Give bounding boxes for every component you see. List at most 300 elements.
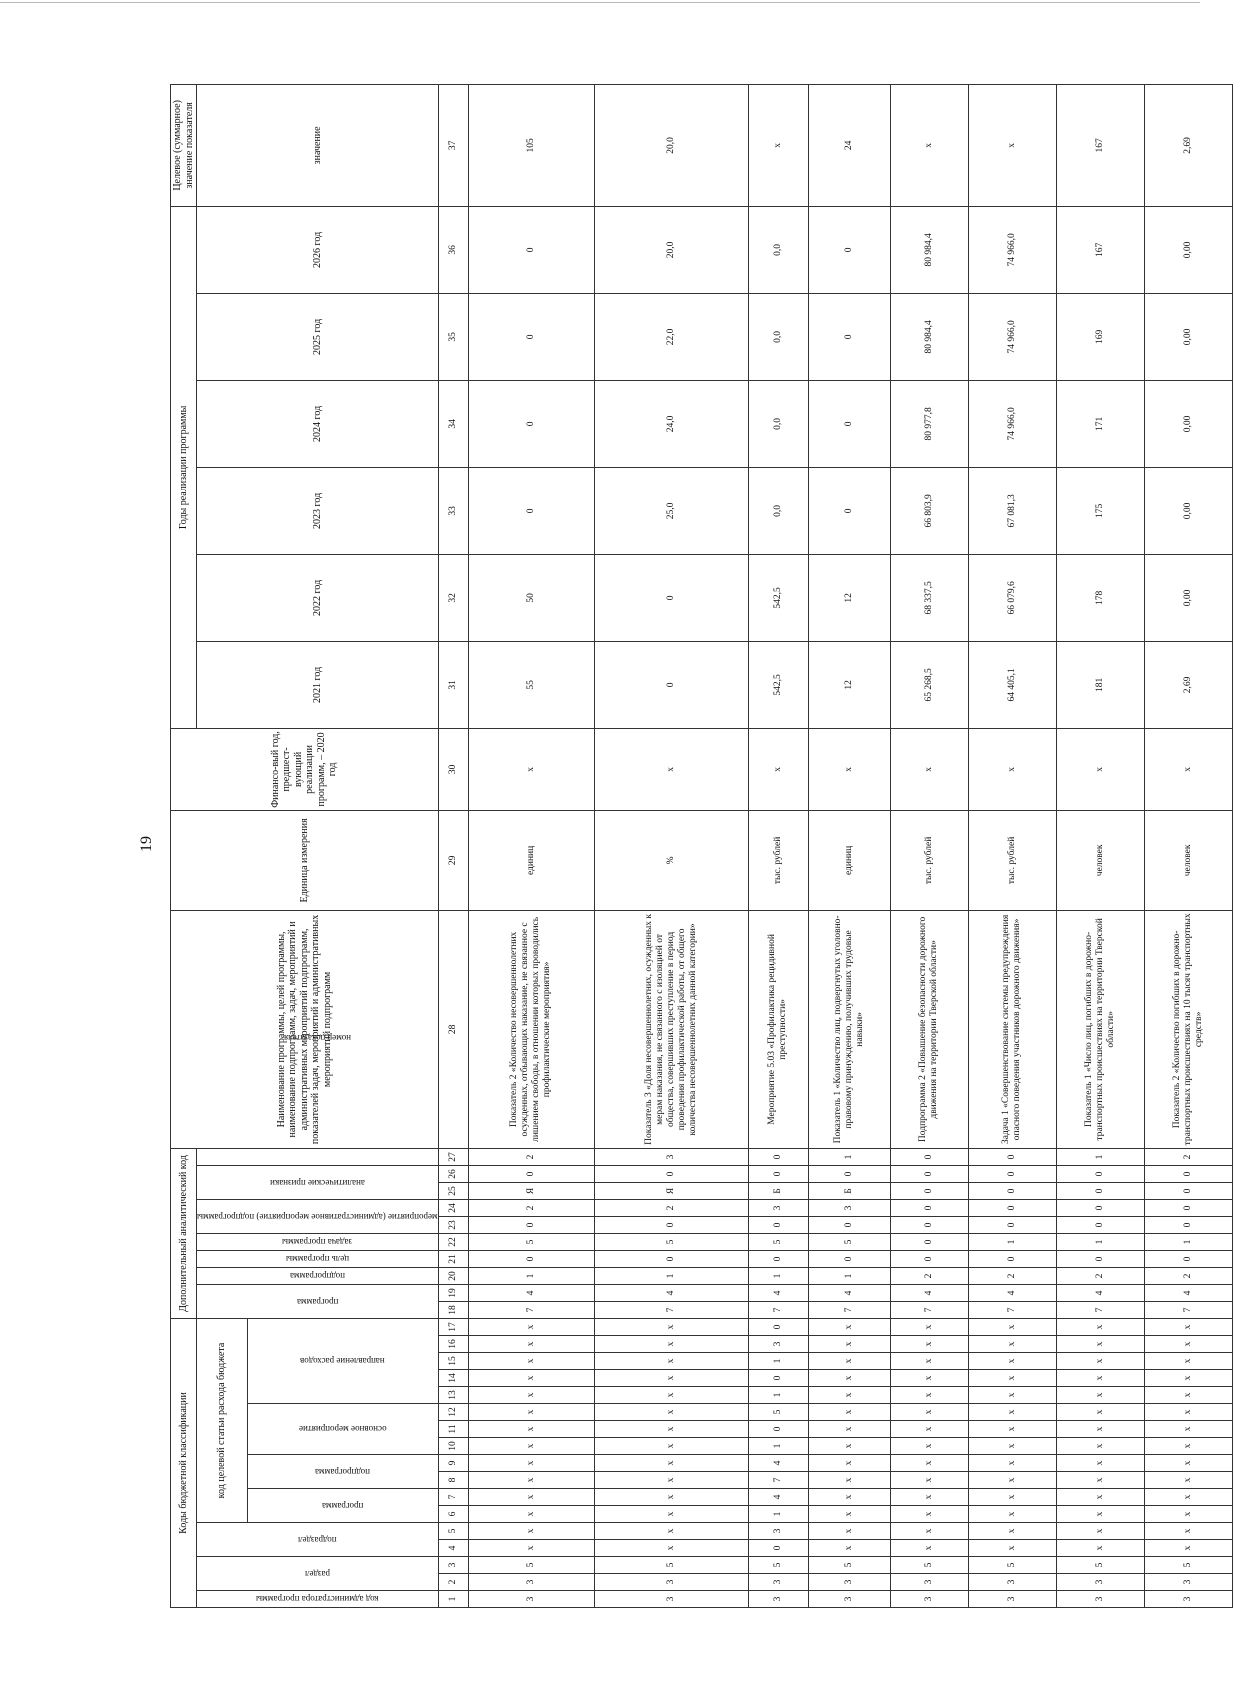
- value-v2022: 12: [808, 554, 890, 641]
- row-name: Показатель 1 «Количество лиц, подвергнутых уголовно-правовому принуждению, получивших трудовые навыки»: [808, 910, 890, 1148]
- code-cell: 5: [748, 1557, 808, 1574]
- value-v2021: 12: [808, 641, 890, 728]
- row-target: 105: [468, 84, 594, 206]
- header-years: Годы реализации программы: [171, 206, 197, 728]
- row-name: Показатель 1 «Число лиц, погибших в дорожно-транспортных происшествиях на территории Тверской области»: [1056, 910, 1144, 1148]
- column-number: 11: [438, 1421, 468, 1438]
- value-v2026: 74 966,0: [968, 206, 1056, 293]
- code-cell: x: [1144, 1523, 1232, 1540]
- value-v2022: 178: [1056, 554, 1144, 641]
- value-v2021: 2,69: [1144, 641, 1232, 728]
- code-cell: x: [1144, 1370, 1232, 1387]
- column-number: 17: [438, 1318, 468, 1335]
- value-v2021: 55: [468, 641, 594, 728]
- code-cell: x: [1056, 1387, 1144, 1404]
- code-cell: 0: [890, 1216, 968, 1233]
- header-label: основное мероприятие: [298, 1424, 387, 1435]
- code-cell: 5: [468, 1233, 594, 1250]
- page-number: 19: [138, 836, 155, 852]
- column-number: 2: [438, 1574, 468, 1591]
- code-cell: 7: [748, 1301, 808, 1318]
- code-cell: x: [1056, 1540, 1144, 1557]
- code-cell: 1: [1056, 1148, 1144, 1165]
- table-row: [1144, 84, 1232, 1607]
- code-cell: 1: [1144, 1233, 1232, 1250]
- row-unit: %: [594, 810, 748, 910]
- header-name: Наименование программы, целей программы, наименование подпрограмм, задач, мероприятий и административных мероприятий подпрограмм, показателей задач, мероприятий и административных мероприятий подпрограмм: [171, 910, 439, 1148]
- code-cell: x: [968, 1387, 1056, 1404]
- code-cell: 5: [890, 1557, 968, 1574]
- value-v2026: 0,00: [1144, 206, 1232, 293]
- code-cell: 0: [1056, 1199, 1144, 1216]
- code-cell: x: [808, 1387, 890, 1404]
- code-cell: 1: [748, 1438, 808, 1455]
- code-cell: 7: [968, 1301, 1056, 1318]
- value-v2024: 171: [1056, 380, 1144, 467]
- value-v2026: 0: [808, 206, 890, 293]
- code-cell: x: [890, 1370, 968, 1387]
- code-cell: x: [808, 1404, 890, 1421]
- code-cell: 3: [968, 1574, 1056, 1591]
- code-cell: x: [1056, 1506, 1144, 1523]
- code-cell: 3: [748, 1199, 808, 1216]
- header-label: подраздел: [298, 1534, 337, 1545]
- code-cell: 4: [890, 1284, 968, 1301]
- code-cell: 5: [594, 1557, 748, 1574]
- code-cell: x: [1056, 1421, 1144, 1438]
- code-cell: 4: [1056, 1284, 1144, 1301]
- column-number: 14: [438, 1370, 468, 1387]
- table-row: [968, 84, 1056, 1607]
- row-name: Задача 1 «Совершенствование системы предупреждения опасного поведения участников дорожного движения»: [968, 910, 1056, 1148]
- code-cell: x: [968, 1455, 1056, 1472]
- column-number: 23: [438, 1216, 468, 1233]
- code-cell: 0: [808, 1216, 890, 1233]
- value-v2024: 0: [468, 380, 594, 467]
- code-cell: 0: [890, 1199, 968, 1216]
- column-number: 10: [438, 1438, 468, 1455]
- code-cell: Б: [808, 1182, 890, 1199]
- value-v2025: 0,0: [748, 293, 808, 380]
- code-cell: x: [1056, 1336, 1144, 1353]
- row-target: 20,0: [594, 84, 748, 206]
- code-cell: 7: [808, 1301, 890, 1318]
- code-cell: x: [968, 1353, 1056, 1370]
- code-cell: 4: [748, 1455, 808, 1472]
- code-cell: x: [1056, 1318, 1144, 1335]
- header-program: [247, 1489, 438, 1523]
- code-cell: 4: [594, 1284, 748, 1301]
- code-cell: 0: [1144, 1250, 1232, 1267]
- code-cell: 3: [890, 1591, 968, 1608]
- value-v2022: 66 079,6: [968, 554, 1056, 641]
- code-cell: 3: [1144, 1591, 1232, 1608]
- code-cell: 7: [1144, 1301, 1232, 1318]
- table-row: [594, 84, 748, 1607]
- value-v2023: 25,0: [594, 467, 748, 554]
- row-target: x: [748, 84, 808, 206]
- header-label: мероприятие (административное мероприятие) подпрограммы: [197, 1211, 438, 1222]
- header-label: подпрограмма: [289, 1271, 345, 1282]
- code-cell: 0: [468, 1250, 594, 1267]
- value-v2024: 24,0: [594, 380, 748, 467]
- code-cell: x: [1056, 1489, 1144, 1506]
- row-fin-year: x: [890, 728, 968, 810]
- column-number: 22: [438, 1233, 468, 1250]
- code-cell: 0: [748, 1318, 808, 1335]
- value-v2024: 0,00: [1144, 380, 1232, 467]
- header-fin-year: Финансо-вый год, предшест-вующий реализации программ, – 2020 год: [171, 728, 439, 810]
- header-y2021: 2021 год: [197, 641, 439, 728]
- code-cell: x: [890, 1472, 968, 1489]
- code-cell: 0: [468, 1165, 594, 1182]
- code-cell: 4: [748, 1284, 808, 1301]
- code-cell: x: [1144, 1353, 1232, 1370]
- row-name: Показатель 2 «Количество погибших в дорожно-транспортных происшествиях на 10 тысяч транспортных средств»: [1144, 910, 1232, 1148]
- code-cell: 7: [1056, 1301, 1144, 1318]
- header-y2025: 2025 год: [197, 293, 439, 380]
- table-row: [748, 84, 808, 1607]
- code-cell: 3: [1144, 1574, 1232, 1591]
- code-cell: x: [890, 1318, 968, 1335]
- code-cell: 0: [594, 1250, 748, 1267]
- column-number: 13: [438, 1387, 468, 1404]
- code-cell: 0: [748, 1421, 808, 1438]
- value-v2024: 0,0: [748, 380, 808, 467]
- header-y2023: 2023 год: [197, 467, 439, 554]
- code-cell: 3: [594, 1148, 748, 1165]
- column-number: 34: [438, 380, 468, 467]
- header-event: [197, 1199, 439, 1233]
- header-label: направление расходов: [300, 1356, 385, 1367]
- code-cell: 0: [968, 1182, 1056, 1199]
- code-cell: x: [468, 1438, 594, 1455]
- code-cell: x: [968, 1370, 1056, 1387]
- code-cell: 0: [968, 1216, 1056, 1233]
- table-row: [468, 84, 594, 1607]
- code-cell: x: [890, 1438, 968, 1455]
- column-number: 24: [438, 1199, 468, 1216]
- value-v2023: 67 081,3: [968, 467, 1056, 554]
- code-cell: x: [594, 1421, 748, 1438]
- code-cell: 5: [594, 1233, 748, 1250]
- row-name: Показатель 2 «Количество несовершеннолетних осужденных, отбывающих наказание, не связанное с лишением свободы, в отношении которых проводились профилактические мероприятия»: [468, 910, 594, 1148]
- column-number: 19: [438, 1284, 468, 1301]
- column-number: 9: [438, 1455, 468, 1472]
- code-cell: x: [594, 1353, 748, 1370]
- column-number: 4: [438, 1540, 468, 1557]
- code-cell: 0: [748, 1540, 808, 1557]
- value-v2023: 0,00: [1144, 467, 1232, 554]
- code-cell: 0: [1056, 1165, 1144, 1182]
- code-cell: 1: [748, 1353, 808, 1370]
- code-cell: x: [808, 1489, 890, 1506]
- code-cell: 0: [890, 1165, 968, 1182]
- code-cell: x: [468, 1370, 594, 1387]
- code-cell: x: [808, 1336, 890, 1353]
- row-fin-year: x: [748, 728, 808, 810]
- code-cell: 0: [748, 1216, 808, 1233]
- code-cell: x: [808, 1540, 890, 1557]
- value-v2026: 0: [468, 206, 594, 293]
- header-budget-codes: Коды бюджетной классификации: [171, 1318, 197, 1607]
- value-v2023: 66 803,9: [890, 467, 968, 554]
- code-cell: 1: [468, 1267, 594, 1284]
- code-cell: x: [594, 1540, 748, 1557]
- column-number: 20: [438, 1267, 468, 1284]
- value-v2026: 167: [1056, 206, 1144, 293]
- column-number: 16: [438, 1336, 468, 1353]
- code-cell: x: [594, 1523, 748, 1540]
- code-cell: 5: [468, 1557, 594, 1574]
- code-cell: x: [468, 1353, 594, 1370]
- value-v2022: 0: [594, 554, 748, 641]
- header-label: номер показателя: [283, 1033, 351, 1044]
- code-cell: x: [1056, 1353, 1144, 1370]
- column-number: 26: [438, 1165, 468, 1182]
- code-cell: 0: [748, 1148, 808, 1165]
- code-cell: x: [1144, 1506, 1232, 1523]
- row-unit: человек: [1144, 810, 1232, 910]
- code-cell: x: [1144, 1336, 1232, 1353]
- code-cell: 5: [968, 1557, 1056, 1574]
- header-label: подпрограмма: [315, 1466, 371, 1477]
- value-v2026: 20,0: [594, 206, 748, 293]
- code-cell: x: [890, 1506, 968, 1523]
- value-v2026: 0,0: [748, 206, 808, 293]
- code-cell: 0: [968, 1148, 1056, 1165]
- code-cell: 5: [1144, 1557, 1232, 1574]
- code-cell: x: [890, 1540, 968, 1557]
- code-cell: x: [1144, 1455, 1232, 1472]
- value-v2025: 22,0: [594, 293, 748, 380]
- column-number: 12: [438, 1404, 468, 1421]
- code-cell: 3: [594, 1591, 748, 1608]
- column-number: 36: [438, 206, 468, 293]
- row-fin-year: x: [594, 728, 748, 810]
- code-cell: x: [1144, 1421, 1232, 1438]
- code-cell: x: [468, 1472, 594, 1489]
- header-main-event: [247, 1404, 438, 1455]
- code-cell: 5: [808, 1233, 890, 1250]
- code-cell: 0: [890, 1182, 968, 1199]
- code-cell: x: [1056, 1438, 1144, 1455]
- code-cell: 5: [1056, 1557, 1144, 1574]
- header-target: Целевое (суммарное) значение показателя: [171, 84, 197, 206]
- header-target-code: код целевой статьи расхода бюджета: [197, 1318, 248, 1522]
- code-cell: 3: [594, 1574, 748, 1591]
- table-row: [808, 84, 890, 1607]
- header-ext-program: [197, 1284, 439, 1318]
- code-cell: x: [890, 1455, 968, 1472]
- code-cell: 1: [1056, 1233, 1144, 1250]
- code-cell: x: [594, 1336, 748, 1353]
- column-number: 7: [438, 1489, 468, 1506]
- code-cell: Б: [748, 1182, 808, 1199]
- code-cell: x: [968, 1540, 1056, 1557]
- code-cell: x: [1056, 1523, 1144, 1540]
- code-cell: 7: [594, 1301, 748, 1318]
- header-y2026: 2026 год: [197, 206, 439, 293]
- code-cell: x: [594, 1506, 748, 1523]
- code-cell: 0: [1144, 1199, 1232, 1216]
- code-cell: 0: [808, 1250, 890, 1267]
- code-cell: 4: [468, 1284, 594, 1301]
- code-cell: x: [468, 1523, 594, 1540]
- value-v2026: 80 984,4: [890, 206, 968, 293]
- code-cell: 0: [1056, 1216, 1144, 1233]
- code-cell: x: [808, 1370, 890, 1387]
- column-number: 31: [438, 641, 468, 728]
- code-cell: x: [808, 1472, 890, 1489]
- code-cell: 5: [748, 1404, 808, 1421]
- code-cell: x: [1144, 1489, 1232, 1506]
- code-cell: x: [890, 1353, 968, 1370]
- row-name: Показатель 3 «Доля несовершеннолетних, осужденных к мерам наказания, не связанного с изоляцией от общества, совершивших преступление в период проведения профилактической работы, от общего количества несовершеннолетних данной категории»: [594, 910, 748, 1148]
- column-number: 37: [438, 84, 468, 206]
- code-cell: x: [890, 1404, 968, 1421]
- code-cell: x: [968, 1318, 1056, 1335]
- code-cell: x: [890, 1336, 968, 1353]
- code-cell: 2: [1144, 1267, 1232, 1284]
- code-cell: x: [594, 1472, 748, 1489]
- value-v2021: 64 405,1: [968, 641, 1056, 728]
- code-cell: 5: [808, 1557, 890, 1574]
- column-number: 25: [438, 1182, 468, 1199]
- header-task: [197, 1233, 439, 1250]
- row-target: x: [890, 84, 968, 206]
- code-cell: 0: [890, 1233, 968, 1250]
- code-cell: x: [1144, 1387, 1232, 1404]
- code-cell: 0: [808, 1165, 890, 1182]
- code-cell: 0: [890, 1250, 968, 1267]
- code-cell: 3: [748, 1574, 808, 1591]
- header-label: код администратора программы: [256, 1594, 379, 1605]
- value-v2023: 175: [1056, 467, 1144, 554]
- code-cell: x: [968, 1523, 1056, 1540]
- code-cell: 1: [808, 1148, 890, 1165]
- code-cell: x: [808, 1506, 890, 1523]
- code-cell: 1: [594, 1267, 748, 1284]
- value-v2022: 68 337,5: [890, 554, 968, 641]
- header-section: [197, 1557, 439, 1591]
- code-cell: 2: [1144, 1148, 1232, 1165]
- header-label: аналитические признаки: [269, 1177, 365, 1188]
- header-label: программа: [296, 1296, 338, 1307]
- code-cell: x: [808, 1421, 890, 1438]
- header-y2022: 2022 год: [197, 554, 439, 641]
- value-v2025: 74 966,0: [968, 293, 1056, 380]
- value-v2025: 169: [1056, 293, 1144, 380]
- code-cell: Я: [468, 1182, 594, 1199]
- code-cell: 5: [748, 1233, 808, 1250]
- code-cell: x: [594, 1404, 748, 1421]
- row-fin-year: x: [468, 728, 594, 810]
- row-name: Мероприятие 5.03 «Профилактика рецидивной преступности»: [748, 910, 808, 1148]
- code-cell: x: [468, 1336, 594, 1353]
- code-cell: x: [1144, 1540, 1232, 1557]
- value-v2024: 0: [808, 380, 890, 467]
- row-unit: тыс. рублей: [968, 810, 1056, 910]
- header-unit: Единица измерения: [171, 810, 439, 910]
- code-cell: x: [594, 1370, 748, 1387]
- code-cell: 0: [1144, 1182, 1232, 1199]
- code-cell: x: [1056, 1370, 1144, 1387]
- header-label: задача программы: [282, 1237, 353, 1248]
- column-number: 27: [438, 1148, 468, 1165]
- code-cell: 7: [748, 1472, 808, 1489]
- value-v2023: 0,0: [748, 467, 808, 554]
- code-cell: 0: [1144, 1165, 1232, 1182]
- code-cell: x: [468, 1506, 594, 1523]
- code-cell: 4: [748, 1489, 808, 1506]
- header-label: раздел: [304, 1568, 330, 1579]
- header-label: программа: [321, 1500, 364, 1511]
- code-cell: 3: [468, 1574, 594, 1591]
- code-cell: 1: [748, 1387, 808, 1404]
- code-cell: 0: [468, 1216, 594, 1233]
- header-ext-subprogram: [197, 1267, 439, 1284]
- program-table: [170, 84, 1233, 1608]
- code-cell: x: [468, 1387, 594, 1404]
- code-cell: 2: [968, 1267, 1056, 1284]
- code-cell: x: [594, 1489, 748, 1506]
- column-number: 29: [438, 810, 468, 910]
- row-target: x: [968, 84, 1056, 206]
- code-cell: x: [968, 1438, 1056, 1455]
- code-cell: x: [1056, 1404, 1144, 1421]
- code-cell: 0: [890, 1148, 968, 1165]
- column-number: 15: [438, 1353, 468, 1370]
- code-cell: x: [968, 1506, 1056, 1523]
- code-cell: x: [808, 1353, 890, 1370]
- column-number: 33: [438, 467, 468, 554]
- code-cell: 0: [594, 1216, 748, 1233]
- column-number: 35: [438, 293, 468, 380]
- header-subsection: [197, 1523, 439, 1557]
- code-cell: 3: [1056, 1574, 1144, 1591]
- value-v2024: 80 977,8: [890, 380, 968, 467]
- code-cell: 3: [890, 1574, 968, 1591]
- row-unit: тыс. рублей: [748, 810, 808, 910]
- row-unit: тыс. рублей: [890, 810, 968, 910]
- value-v2023: 0: [468, 467, 594, 554]
- code-cell: 3: [1056, 1591, 1144, 1608]
- row-unit: единиц: [808, 810, 890, 910]
- row-unit: единиц: [468, 810, 594, 910]
- code-cell: x: [1144, 1318, 1232, 1335]
- row-fin-year: x: [808, 728, 890, 810]
- row-fin-year: x: [968, 728, 1056, 810]
- code-cell: 3: [748, 1523, 808, 1540]
- header-goal: [197, 1250, 439, 1267]
- code-cell: 3: [968, 1591, 1056, 1608]
- code-cell: 0: [968, 1199, 1056, 1216]
- code-cell: 0: [968, 1250, 1056, 1267]
- code-cell: 7: [890, 1301, 968, 1318]
- code-cell: 1: [808, 1267, 890, 1284]
- value-v2021: 542,5: [748, 641, 808, 728]
- table-row: [1056, 84, 1144, 1607]
- code-cell: 3: [468, 1591, 594, 1608]
- code-cell: x: [594, 1455, 748, 1472]
- code-cell: 4: [1144, 1284, 1232, 1301]
- column-number: 5: [438, 1523, 468, 1540]
- value-v2021: 0: [594, 641, 748, 728]
- value-v2025: 80 984,4: [890, 293, 968, 380]
- value-v2021: 181: [1056, 641, 1144, 728]
- code-cell: x: [468, 1489, 594, 1506]
